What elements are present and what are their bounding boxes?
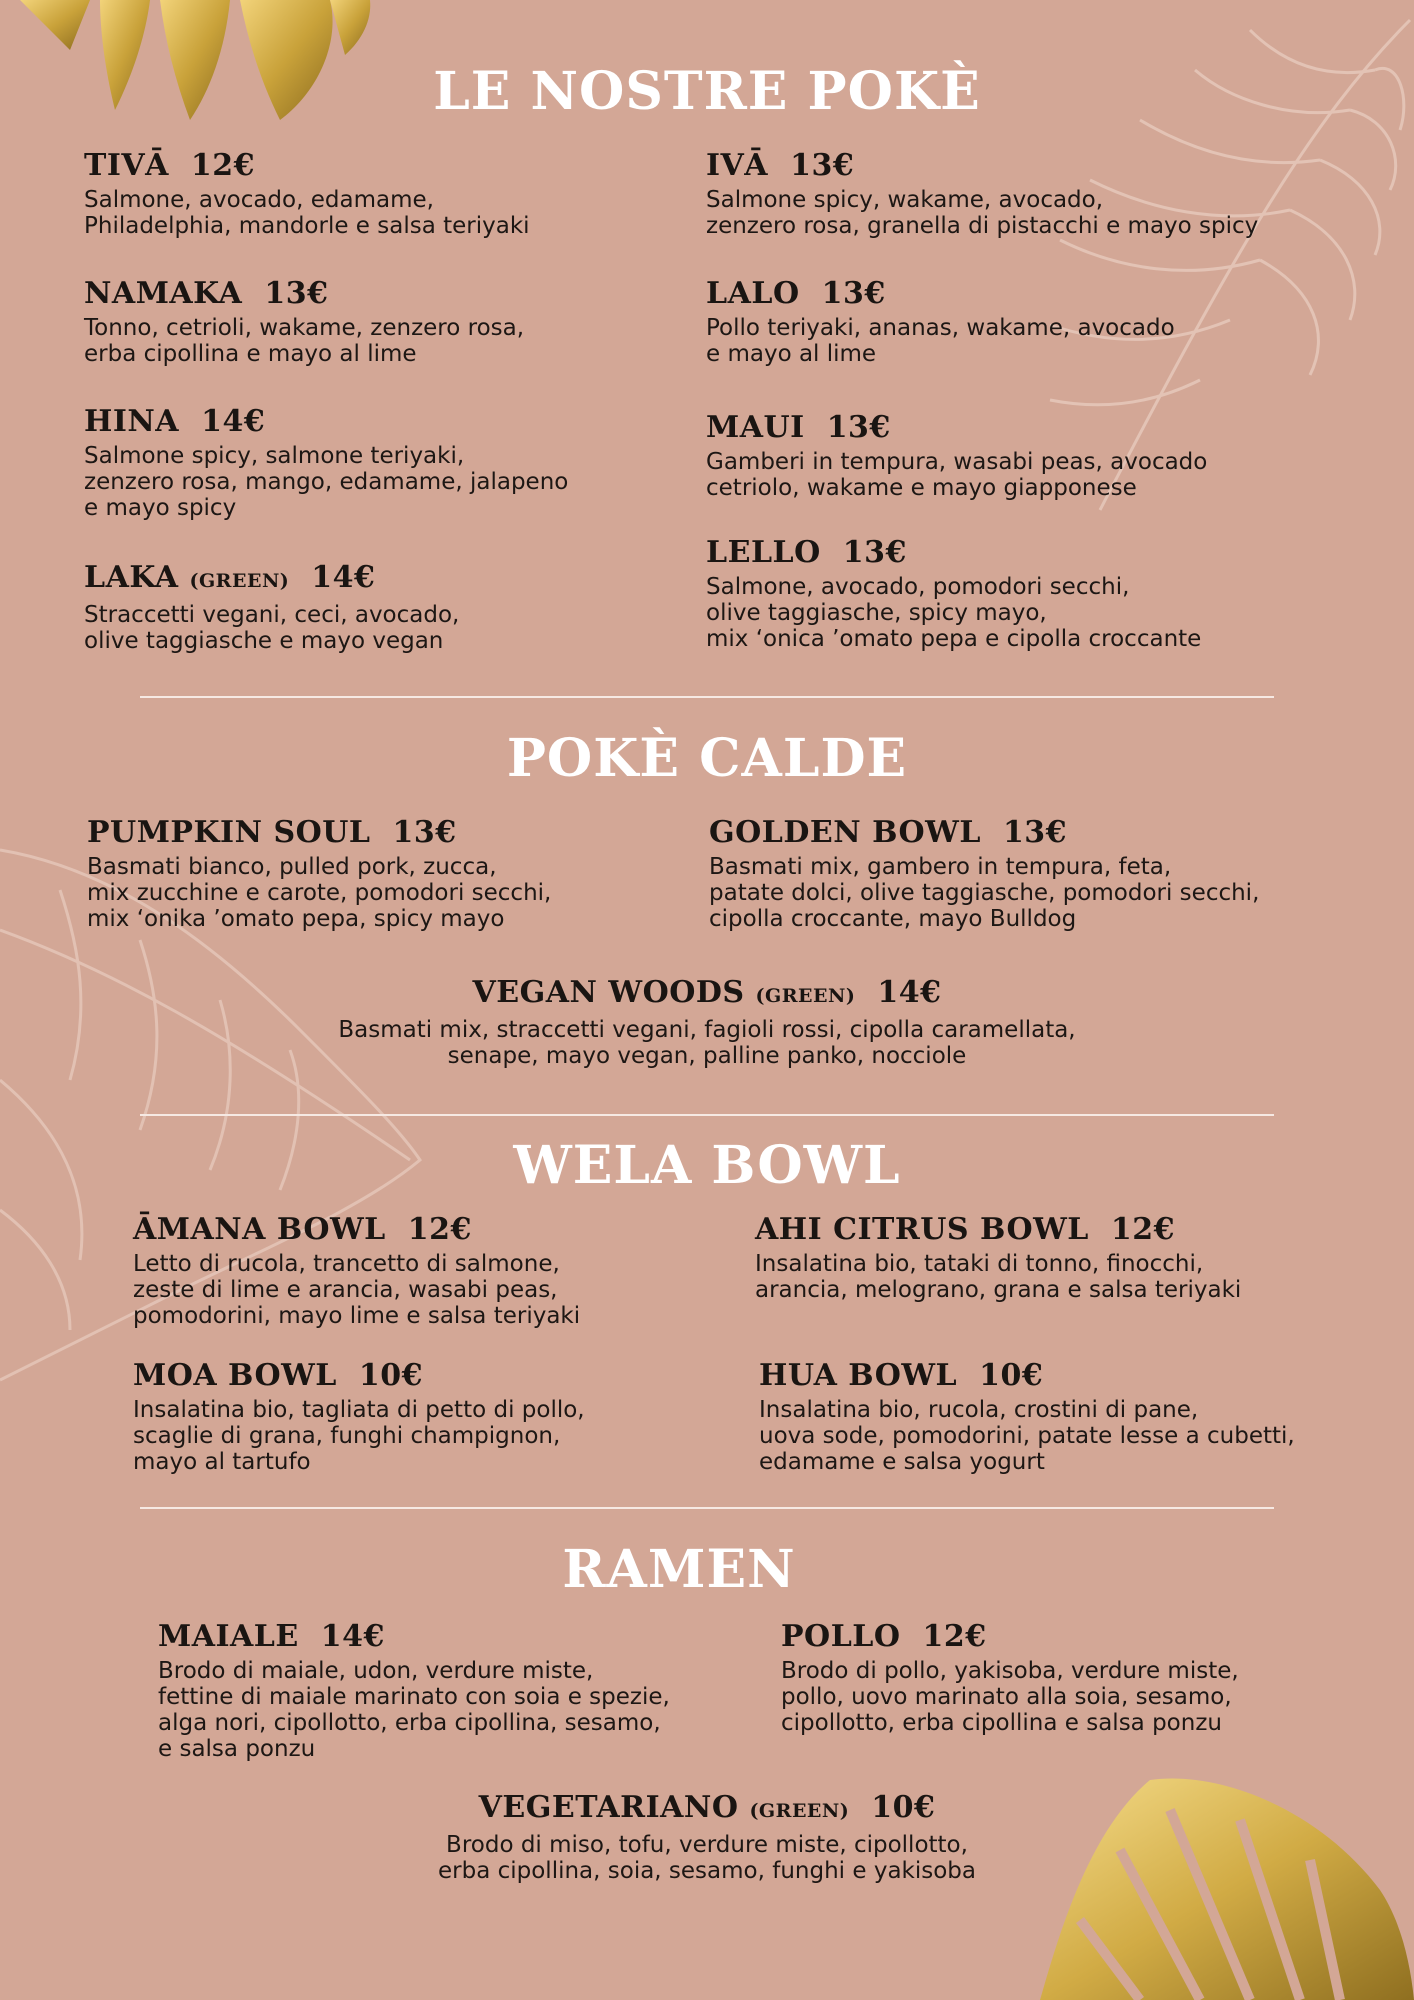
- menu-item-hua-bowl: [759, 1359, 1295, 1475]
- item-heading: [133, 1213, 580, 1247]
- item-price: 13€: [826, 410, 891, 445]
- item-heading: [781, 1620, 1239, 1654]
- item-description: [759, 1397, 1295, 1475]
- description-line: cipollotto, erba cipollina e salsa ponzu: [781, 1710, 1222, 1736]
- description-line: Insalatina bio, tagliata di petto di pollo,: [133, 1397, 585, 1423]
- item-price: 13€: [392, 815, 457, 850]
- description-line: Brodo di miso, tofu, verdure miste, cipollotto,: [446, 1832, 968, 1858]
- description-line: mix zucchine e carote, pomodori secchi,: [87, 880, 552, 906]
- item-description: [133, 1397, 585, 1475]
- description-line: Salmone, avocado, edamame,: [84, 187, 434, 213]
- description-line: Tonno, cetrioli, wakame, zenzero rosa,: [84, 315, 525, 341]
- item-name: GOLDEN BOWL: [709, 815, 981, 850]
- item-description: [84, 443, 568, 521]
- item-description: [706, 574, 1201, 652]
- item-tag: (GREEN): [755, 985, 856, 1007]
- menu-item-laka: [84, 561, 459, 654]
- description-line: e mayo al lime: [706, 341, 877, 367]
- description-line: alga nori, cipollotto, erba cipollina, sesamo,: [158, 1710, 661, 1736]
- menu-item-iva: [706, 149, 1258, 239]
- description-line: Salmone spicy, wakame, avocado,: [706, 187, 1104, 213]
- item-heading: [0, 976, 1414, 1013]
- description-line: mix ‘onica ’omato pepa e cipolla croccante: [706, 626, 1202, 652]
- item-description: [158, 1658, 670, 1762]
- item-heading: [158, 1620, 670, 1654]
- menu-item-hina: [84, 405, 568, 521]
- section-divider: [140, 696, 1274, 698]
- description-line: mayo al tartufo: [133, 1449, 311, 1475]
- menu-item-amana-bowl: [133, 1213, 580, 1329]
- section-title-poke-calde: POKÈ CALDE: [506, 728, 908, 789]
- item-heading: [0, 1791, 1414, 1828]
- description-line: olive taggiasche, spicy mayo,: [706, 600, 1047, 626]
- menu-item-vegetariano: [0, 1791, 1414, 1884]
- item-price: 10€: [871, 1790, 936, 1825]
- menu-item-ahi-citrus-bowl: [755, 1213, 1241, 1303]
- item-description: [84, 602, 459, 654]
- item-name: AHI CITRUS BOWL: [755, 1212, 1089, 1247]
- description-line: Salmone spicy, salmone teriyaki,: [84, 443, 465, 469]
- item-name: MOA BOWL: [133, 1358, 337, 1393]
- item-name: VEGAN WOODS: [472, 975, 745, 1010]
- section-title-le-nostre-poke: LE NOSTRE POKÈ: [433, 61, 981, 122]
- description-line: Basmati mix, straccetti vegani, fagioli rossi, cipolla caramellata,: [338, 1017, 1076, 1043]
- item-heading: [706, 149, 1258, 183]
- item-description: [709, 854, 1259, 932]
- item-name: PUMPKIN SOUL: [87, 815, 371, 850]
- description-line: Gamberi in tempura, wasabi peas, avocado: [706, 449, 1208, 475]
- menu-item-moa-bowl: [133, 1359, 585, 1475]
- item-description: [87, 854, 551, 932]
- item-price: 13€: [842, 535, 907, 570]
- item-price: 13€: [1002, 815, 1068, 850]
- item-heading: [133, 1359, 585, 1393]
- section-title-ramen: RAMEN: [562, 1539, 796, 1600]
- item-price: 13€: [821, 276, 886, 311]
- item-price: 12€: [190, 148, 256, 183]
- item-price: 14€: [877, 975, 942, 1010]
- description-line: zenzero rosa, mango, edamame, jalapeno: [84, 469, 569, 495]
- description-line: uova sode, pomodorini, patate lesse a cubetti,: [759, 1423, 1295, 1449]
- menu-item-maiale: [158, 1620, 670, 1762]
- item-name: POLLO: [781, 1619, 901, 1654]
- description-line: patate dolci, olive taggiasche, pomodori secchi,: [709, 880, 1260, 906]
- description-line: Brodo di maiale, udon, verdure miste,: [158, 1658, 594, 1684]
- description-line: e salsa ponzu: [158, 1736, 316, 1762]
- description-line: scaglie di grana, funghi champignon,: [133, 1423, 561, 1449]
- item-description: [755, 1251, 1241, 1303]
- section-divider: [140, 1507, 1274, 1509]
- item-name: TIVĀ: [84, 148, 169, 183]
- item-heading: [84, 277, 524, 311]
- description-line: edamame e salsa yogurt: [759, 1449, 1045, 1475]
- item-heading: [87, 816, 551, 850]
- item-price: 12€: [922, 1619, 987, 1654]
- item-description: [706, 187, 1258, 239]
- item-price: 10€: [979, 1358, 1044, 1393]
- item-price: 13€: [264, 276, 329, 311]
- description-line: cipolla croccante, mayo Bulldog: [709, 906, 1077, 932]
- item-heading: [706, 411, 1207, 445]
- menu-item-pollo: [781, 1620, 1239, 1736]
- item-name: LALO: [706, 276, 800, 311]
- item-name: IVĀ: [706, 148, 769, 183]
- item-price: 10€: [358, 1358, 424, 1393]
- section-title-wela-bowl: WELA BOWL: [513, 1135, 901, 1196]
- item-heading: [84, 405, 568, 439]
- description-line: Salmone, avocado, pomodori secchi,: [706, 574, 1130, 600]
- item-name: HUA BOWL: [759, 1358, 958, 1393]
- item-description: [0, 1832, 1414, 1884]
- item-name: MAUI: [706, 410, 805, 445]
- item-name: HINA: [84, 404, 180, 439]
- description-line: senape, mayo vegan, palline panko, nocciole: [447, 1043, 967, 1069]
- item-description: [706, 315, 1175, 367]
- item-description: [0, 1017, 1414, 1069]
- item-price: 14€: [320, 1619, 385, 1654]
- item-description: [84, 315, 524, 367]
- item-description: [84, 187, 530, 239]
- description-line: erba cipollina, soia, sesamo, funghi e yakisoba: [437, 1858, 976, 1884]
- description-line: Insalatina bio, rucola, crostini di pane,: [759, 1397, 1199, 1423]
- description-line: erba cipollina e mayo al lime: [84, 341, 417, 367]
- menu-item-vegan-woods: [0, 976, 1414, 1069]
- menu-item-golden-bowl: [709, 816, 1259, 932]
- menu-item-pumpkin-soul: [87, 816, 551, 932]
- item-tag: (GREEN): [189, 570, 290, 592]
- description-line: Letto di rucola, trancetto di salmone,: [133, 1251, 560, 1277]
- description-line: zeste di lime e arancia, wasabi peas,: [133, 1277, 558, 1303]
- description-line: Brodo di pollo, yakisoba, verdure miste,: [781, 1658, 1239, 1684]
- item-name: NAMAKA: [84, 276, 243, 311]
- description-line: Straccetti vegani, ceci, avocado,: [84, 602, 460, 628]
- item-name: LAKA: [84, 560, 179, 595]
- description-line: zenzero rosa, granella di pistacchi e mayo spicy: [706, 213, 1259, 239]
- item-heading: [709, 816, 1259, 850]
- item-description: [781, 1658, 1239, 1736]
- item-heading: [706, 536, 1201, 570]
- item-heading: [706, 277, 1175, 311]
- menu-item-namaka: [84, 277, 524, 367]
- description-line: Insalatina bio, tataki di tonno, finocchi,: [755, 1251, 1204, 1277]
- section-divider: [140, 1114, 1274, 1116]
- description-line: arancia, melograno, grana e salsa teriyaki: [755, 1277, 1242, 1303]
- description-line: Basmati bianco, pulled pork, zucca,: [87, 854, 497, 880]
- item-description: [133, 1251, 580, 1329]
- description-line: Philadelphia, mandorle e salsa teriyaki: [84, 213, 530, 239]
- item-price: 14€: [311, 560, 376, 595]
- item-price: 12€: [407, 1212, 472, 1247]
- description-line: Pollo teriyaki, ananas, wakame, avocado: [706, 315, 1175, 341]
- item-heading: [84, 561, 459, 598]
- item-heading: [84, 149, 530, 183]
- description-line: e mayo spicy: [84, 495, 237, 521]
- item-description: [706, 449, 1207, 501]
- menu-item-maui: [706, 411, 1207, 501]
- item-price: 14€: [201, 404, 266, 439]
- description-line: cetriolo, wakame e mayo giapponese: [706, 475, 1137, 501]
- item-name: ĀMANA BOWL: [133, 1212, 386, 1247]
- description-line: olive taggiasche e mayo vegan: [84, 628, 444, 654]
- item-heading: [755, 1213, 1241, 1247]
- description-line: Basmati mix, gambero in tempura, feta,: [709, 854, 1172, 880]
- description-line: mix ‘onika ’omato pepa, spicy mayo: [87, 906, 505, 932]
- item-price: 12€: [1110, 1212, 1175, 1247]
- item-name: MAIALE: [158, 1619, 299, 1654]
- item-heading: [759, 1359, 1295, 1393]
- item-tag: (GREEN): [749, 1800, 850, 1822]
- item-name: LELLO: [706, 535, 821, 570]
- description-line: fettine di maiale marinato con soia e spezie,: [158, 1684, 670, 1710]
- menu-item-lalo: [706, 277, 1175, 367]
- description-line: pollo, uovo marinato alla soia, sesamo,: [781, 1684, 1232, 1710]
- item-price: 13€: [790, 148, 855, 183]
- menu-item-tiva: [84, 149, 530, 239]
- menu-item-lello: [706, 536, 1201, 652]
- item-name: VEGETARIANO: [478, 1790, 739, 1825]
- description-line: pomodorini, mayo lime e salsa teriyaki: [133, 1303, 581, 1329]
